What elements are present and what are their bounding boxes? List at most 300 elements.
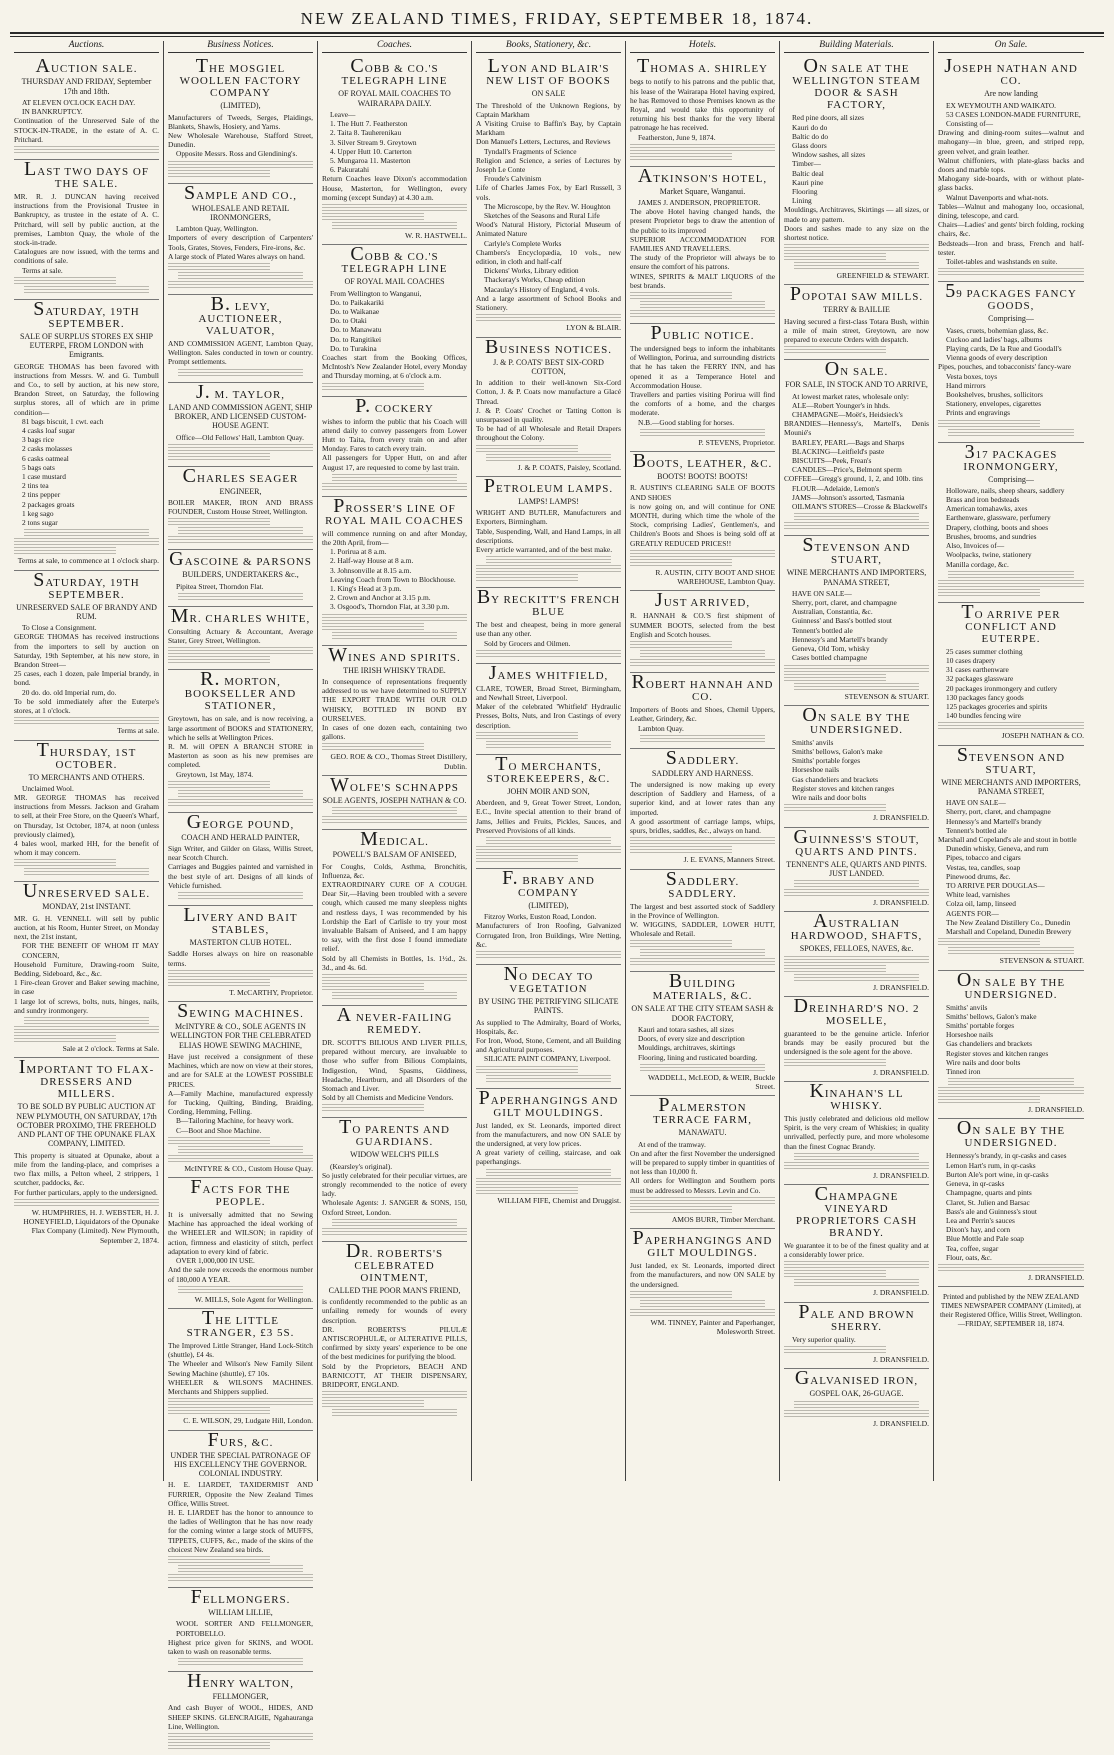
advertisement-subtitle: SOLE AGENTS, JOSEPH NATHAN & CO. — [322, 795, 467, 805]
advertisement-line: R. HANNAH & CO.'S first shipment of SUMMER BOOTS, selected from the best English and Scotch houses. — [630, 611, 775, 639]
advertisement-subtitle: BUILDERS, UNDERTAKERS &c., — [182, 570, 299, 580]
advertisement-subtitle: COACH AND HERALD PAINTER, — [181, 832, 300, 842]
advertisement-line: 20 do. do. old Imperial rum, do. — [22, 687, 117, 697]
advertisement-line: Consulting Actuary & Accountant, Average Stater, Grey Street, Wellington. — [168, 626, 313, 646]
advertisement — [784, 536, 929, 706]
advertisement-line: Wire nails and door bolts — [946, 1057, 1021, 1067]
advertisement-title: UNRESERVED SALE. — [22, 880, 151, 903]
advertisement-line: Burton Ale's port wine, in qr-casks — [946, 1169, 1049, 1179]
advertisement-signature: GREENFIELD & STEWART. — [836, 271, 929, 281]
advertisement — [938, 57, 1084, 282]
advertisement-body — [476, 101, 621, 313]
advertisement-title: TO ARRIVE PER CONFLICT AND EUTERPE. — [961, 600, 1061, 645]
advertisement-line: R. M. will OPEN A BRANCH STORE in Masterton as soon as his new premises are completed. — [168, 741, 313, 770]
advertisement-line: Timber— — [792, 159, 821, 169]
advertisement-body — [784, 113, 929, 242]
advertisement-line: Brushes, brooms, and sundries — [946, 531, 1037, 541]
advertisement-line: Chambers's Encyclopædia, 10 vols., new edition, in cloth and half-calf — [476, 247, 621, 267]
fine-print-lines — [640, 949, 765, 956]
advertisement-line: JAMES J. ANDERSON, PROPRIETOR. — [638, 198, 761, 208]
advertisement-line: Also, Invoices of— — [946, 541, 1005, 551]
column-heading: Books, Stationery, &c. — [476, 41, 621, 53]
advertisement-line: 2 packages groats — [22, 499, 75, 509]
advertisement-signature: W. MILLS, Sole Agent for Wellington. — [194, 1294, 313, 1304]
fine-print-lines — [794, 974, 919, 981]
fine-print-lines — [178, 272, 303, 279]
advertisement-title: J. M. TAYLOR, — [195, 380, 286, 403]
advertisement-line: WHEELER & WILSON'S MACHINES. Merchants and Shippers supplied. — [168, 1377, 313, 1397]
advertisement-line: Smiths' portable forges — [946, 1020, 1015, 1030]
advertisement-body — [630, 1261, 775, 1289]
advertisement-title: MR. CHARLES WHITE, — [170, 604, 311, 627]
fine-print-lines — [476, 951, 621, 958]
fine-print-lines — [476, 855, 578, 862]
advertisement-line: The study of the Proprietor will always be to ensure the comfort of his patrons. — [630, 253, 775, 272]
advertisement-line: Geneva, Old Tom, whisky — [792, 644, 870, 654]
column-1 — [10, 41, 164, 1481]
advertisement-line: All orders for Wellington and Southern ports must be addressed to Messrs. Levin and Co. — [630, 1176, 775, 1195]
advertisement-subtitle: SPOKES, FELLOES, NAVES, &c. — [799, 944, 914, 954]
advertisement-body — [476, 912, 621, 949]
advertisement-line: Dixon's hay, and corn — [946, 1225, 1011, 1235]
advertisement-signature: STEVENSON & STUART. — [999, 956, 1084, 966]
advertisement-line: We guarantee it to be of the finest quality and at a considerably lower price. — [784, 1241, 929, 1260]
advertisement-signature: J. DRANSFIELD. — [873, 1288, 929, 1298]
advertisement-title: JOSEPH NATHAN AND CO. — [944, 55, 1078, 88]
advertisement-subtitle: LAMPS! LAMPS! — [518, 496, 579, 506]
advertisement-line: 3. Johnsonville at 8.15 a.m. — [330, 565, 412, 575]
advertisement-line: A—Family Machine, manufactured expressly for Tucking, Quilting, Binding, Braiding, Cording, Hemming, Felling. — [168, 1088, 313, 1117]
advertisement-line: Cases bottled champagne — [792, 653, 868, 663]
advertisement-subtitle: FOR SALE, IN STOCK AND TO ARRIVE, — [785, 380, 928, 390]
fine-print-lines — [630, 1197, 775, 1204]
advertisement-title: COBB & CO.'S TELEGRAPH LINE — [341, 243, 448, 276]
advertisement-body — [784, 1029, 929, 1057]
advertisement-line: Blue Mottle and Pale soap — [946, 1234, 1024, 1244]
fine-print-lines — [332, 1409, 457, 1416]
fine-print-lines — [630, 153, 732, 160]
fine-print-lines — [784, 674, 886, 681]
fine-print-lines — [24, 1017, 149, 1024]
advertisement-line: COFFEE—Gregg's ground, 1, 2, and 10lb. tins — [784, 474, 923, 484]
advertisement-line: Don Manuel's Letters, Lectures, and Reviews — [476, 137, 611, 147]
advertisement-body — [938, 326, 1084, 418]
fine-print-lines — [168, 444, 313, 451]
advertisement-line: 25 cases, each 1 dozen, pale Imperial brandy, in bond. — [14, 669, 159, 688]
advertisement-line: Pinewood drums, &c. — [946, 871, 1011, 881]
advertisement-body — [630, 198, 775, 290]
advertisement-title: SADDLERY. SADDLERY. — [665, 867, 740, 900]
fine-print-lines — [630, 310, 775, 317]
advertisement-line: Catalogues are now issued, with the terms and conditions of sale. — [14, 247, 159, 266]
advertisement-line: Gas chandeliers and brackets — [792, 774, 878, 784]
advertisement-subtitle: WINE MERCHANTS AND IMPORTERS, PANAMA STREET, — [786, 568, 927, 587]
advertisement-line: Kauri do do — [792, 122, 828, 132]
advertisement — [630, 324, 775, 452]
advertisement-line: Tennent's bottled ale — [946, 825, 1007, 835]
fine-print-lines — [168, 161, 313, 168]
advertisement — [938, 600, 1084, 746]
advertisement-line: Tyndall's Fragments of Science — [484, 146, 577, 156]
advertisement-line: Do. to Rangitikei — [330, 334, 382, 344]
fine-print-lines — [476, 314, 621, 321]
advertisement-line: Household Furniture, Drawing-room Suite, Bedding, Sideboard, &c., &c. — [14, 959, 159, 978]
advertisement-subtitle: MANAWATU. — [678, 1128, 727, 1138]
advertisement-line: Flooring, lining and rusticated boarding. — [638, 1052, 758, 1062]
advertisement-line: W. WIGGINS, SADDLER, LOWER HUTT, Wholesale and Retail. — [630, 919, 775, 939]
advertisement-line: This property is situated at Opunake, about a mile from the landing-place, and comprises a two flax mills, a Pelton wheel, 2 strippers, 1 scutcher, paddocks, &c. — [14, 1150, 159, 1188]
advertisement-line: As supplied to The Admiralty, Board of Works, Hospitals, &c. — [476, 1017, 621, 1036]
masthead: NEW ZEALAND TIMES, FRIDAY, SEPTEMBER 18, 1874. — [300, 9, 814, 28]
advertisement — [14, 568, 159, 741]
advertisement — [14, 1058, 159, 1249]
advertisement-line: 32 packages glassware — [946, 674, 1014, 684]
advertisement — [630, 972, 775, 1096]
advertisement-line: The New Zealand Distillery Co., Dunedin — [946, 917, 1071, 927]
advertisement-line: GEORGE THOMAS has been favored with instructions from Messrs. W. and G. Turnbull and Co., to sell by auction, at his new store, Brandon Street, on Saturday, the following surplus stores, all of which are in prime condition— — [14, 361, 159, 417]
printer-imprint: Printed and published by the NEW ZEALAND TIMES NEWSPAPER COMPANY (Limited), at their Registered Office, Willis Street, Wellington.—FRIDAY, SEPTEMBER 18, 1874. — [939, 1293, 1083, 1328]
advertisement-title: ON SALE. — [824, 358, 889, 381]
column-7 — [934, 41, 1088, 1481]
advertisement-line: 2. Crown and Anchor at 3.15 p.m. — [330, 593, 431, 603]
fine-print-lines — [630, 144, 775, 151]
advertisement — [14, 57, 159, 160]
advertisement — [476, 1086, 621, 1209]
advertisement-line: 2 tons sugar — [22, 518, 58, 528]
fine-print-lines — [14, 1199, 159, 1206]
advertisement-line: Do. to Waikanae — [330, 306, 380, 316]
advertisement-line: Red pine doors, all sizes — [792, 113, 865, 123]
advertisement — [784, 360, 929, 536]
advertisement — [168, 181, 313, 295]
fine-print-lines — [332, 632, 457, 639]
advertisement-line: At lowest market rates, wholesale only: — [792, 391, 909, 401]
advertisement-body — [476, 1121, 621, 1167]
fine-print-lines — [476, 574, 578, 581]
advertisement-line: 81 bags biscuit, 1 cwt. each — [22, 416, 104, 426]
advertisement-body — [630, 483, 775, 547]
advertisement-line: Kauri pine — [792, 177, 824, 187]
advertisement-line: Horseshoe nails — [946, 1030, 994, 1040]
advertisement — [14, 157, 159, 300]
advertisement-line: Hennessy's and Martell's brandy — [792, 634, 888, 644]
advertisement-subtitle: Are now landing — [984, 89, 1038, 99]
advertisement-signature: J. DRANSFIELD. — [873, 898, 929, 908]
fine-print-lines — [476, 846, 621, 853]
advertisement-line: Guinness' and Bass's bottled stout — [792, 616, 892, 626]
fine-print-lines — [322, 983, 424, 990]
fine-print-lines — [14, 1035, 116, 1042]
advertisement-line: Chairs—Ladies' and gents' birch folding, rocking chairs, &c. — [938, 220, 1084, 239]
advertisement-line: JAMS—Johnson's assorted, Tasmania — [792, 492, 905, 502]
advertisement-line: Sherry, port, claret, and champagne — [792, 598, 897, 608]
advertisement-line: AT ELEVEN O'CLOCK EACH DAY. — [22, 97, 136, 107]
advertisement-line: BOILER MAKER, IRON AND BRASS FOUNDER, Custom House Street, Wellington. — [168, 498, 313, 517]
advertisement-line: Sold by all Chemists and Medicine Vendors. — [322, 1093, 454, 1103]
fine-print-lines — [948, 571, 1074, 578]
advertisement-line: Vesta boxes, toys — [946, 371, 998, 381]
advertisement-line: Gas chandeliers and brackets — [946, 1039, 1032, 1049]
advertisement-line: Earthenware, glassware, perfumery — [946, 513, 1051, 523]
column-heading: On Sale. — [938, 41, 1084, 53]
advertisement-subtitle: OF ROYAL MAIL COACHES — [344, 277, 445, 287]
advertisement-line: Smiths' bellows, Galon's make — [792, 747, 883, 756]
advertisement-line: Wire nails and door bolts — [792, 793, 867, 803]
fine-print-lines — [938, 589, 1040, 596]
fine-print-lines — [948, 1078, 1074, 1085]
fine-print-lines — [476, 1178, 621, 1185]
fine-print-lines — [794, 513, 919, 520]
advertisement-signature: W. R. HASTWELL. — [405, 230, 467, 240]
advertisement-title: SAMPLE AND CO., — [184, 181, 297, 204]
advertisement-title: PROSSER'S LINE OF ROYAL MAIL COACHES — [325, 494, 464, 527]
fine-print-lines — [178, 1146, 303, 1153]
advertisement — [938, 440, 1084, 603]
fine-print-lines — [168, 781, 270, 788]
advertisement-line: BRANDIES—Hennessy's, Martell's, Denis Mounié's — [784, 419, 929, 438]
fine-print-lines — [14, 859, 116, 866]
fine-print-lines — [322, 213, 424, 220]
advertisement-line: MR. G. H. VENNELL will sell by public auction, at his Room, Hunter Street, on Monday next, the 21st instant, — [14, 913, 159, 942]
advertisement-signature: J. E. EVANS, Manners Street. — [683, 855, 775, 865]
fine-print-lines — [14, 717, 159, 724]
advertisement-body — [168, 1480, 313, 1554]
advertisement-line: Sold by Grocers and Oilmen. — [484, 638, 571, 648]
fine-print-lines — [14, 547, 116, 554]
advertisement-line: Office—Old Fellows' Hall, Lambton Quay. — [176, 432, 304, 442]
advertisement-line: TO ARRIVE PER DOUGLAS— — [946, 881, 1045, 891]
advertisement-line: Travellers and parties visiting Porirua will find the comforts of a home, and the charges moderate. — [630, 390, 775, 418]
advertisement-line: EXTRAORDINARY CURE OF A COUGH. Dear Sir,—Having been troubled with a severe cough, which caused me many sleepless nights and restless days, I was recommended by his Lordship the Earl of Carlisle to try your most invaluable Balsam of Aniseed, and I am happy to say, with the first dose I found immediate relief. — [322, 879, 467, 954]
advertisement-body — [322, 1038, 467, 1102]
fine-print-lines — [332, 807, 457, 814]
advertisement-line: wishes to inform the public that his Coach will attend daily to convey passengers from Lower Hutt to Taita, from every train on and after Monday. Fares to catch every train. — [322, 416, 467, 454]
advertisement-body — [322, 529, 467, 612]
advertisement-line: MR. GEORGE THOMAS has received instructions from Messrs. Jackson and Graham to sell, at their Free Store, on the Queen's Wharf, on Thursday, 1st October, 1874, at noon (unless previously claimed), — [14, 793, 159, 839]
advertisement — [168, 57, 313, 183]
fine-print-lines — [486, 741, 611, 748]
fine-print-lines — [630, 846, 732, 853]
fine-print-lines — [322, 1391, 467, 1398]
advertisement-subtitle: J. & P. COATS' BEST SIX-CORD COTTON, — [493, 357, 604, 376]
advertisement-title: PALE AND BROWN SHERRY. — [798, 1300, 915, 1333]
advertisement — [784, 1300, 929, 1370]
advertisement-line: It is universally admitted that no Sewing Machine has approached the ideal working of the WHEELER and WILSON; in rapidity of action, firmness and elasticity of stitch, perfect adaptation to every kind of fabric. — [168, 1210, 313, 1256]
advertisement-title: CHAMPAGNE VINEYARD PROPRIETORS CASH BRANDY. — [795, 1183, 918, 1240]
fine-print-lines — [784, 804, 886, 811]
advertisement-subtitle: (LIMITED), — [528, 900, 569, 910]
advertisement-line: GEORGE THOMAS has received instructions from the importers to sell by auction on Saturday, 19th September, at his new store, in Brandon Street— — [14, 632, 159, 669]
advertisement-title: STEVENSON AND STUART, — [956, 743, 1066, 776]
advertisement-line: Lining — [792, 196, 812, 206]
fine-print-lines — [476, 445, 578, 452]
advertisement-body — [168, 1619, 313, 1656]
advertisement-line: Geneva, in qr-casks — [946, 1179, 1005, 1189]
advertisement-line: Froude's Calvinism — [484, 174, 542, 184]
fine-print-lines — [630, 550, 775, 557]
advertisement-subtitle: TERRY & BAILLIE — [823, 305, 890, 315]
advertisement-title: WINES AND SPIRITS. — [328, 643, 461, 666]
advertisement-title: ON SALE BY THE UNDERSIGNED. — [802, 703, 911, 736]
advertisement-line: Vienna goods of every description — [946, 353, 1048, 363]
advertisement-body — [476, 508, 621, 554]
fine-print-lines — [168, 1733, 313, 1740]
advertisement-line: Playing cards, De la Rue and Goodall's — [946, 343, 1062, 353]
advertisement-line: 2 tins tea — [22, 481, 49, 491]
advertisement-body — [168, 339, 313, 367]
advertisement-line: Leaving Coach from Town to Blockhouse. — [330, 574, 456, 584]
advertisement-line: Doors, of every size and description — [638, 1034, 745, 1044]
advertisement-line: CHAMPAGNE—Moët's, Heidsieck's — [792, 410, 903, 420]
fine-print-lines — [178, 369, 303, 376]
advertisement — [168, 1178, 313, 1309]
advertisement-subtitle: JOHN MOIR AND SON, — [507, 786, 590, 796]
advertisement-line: Leave— — [330, 109, 356, 119]
advertisement-signature: Terms at sale. — [117, 726, 159, 736]
advertisement-line: Manufacturers of Tweeds, Serges, Plaidings, Blankets, Shawls, Hosiery, and Yarns. — [168, 112, 313, 131]
advertisement-line: 20 packages ironmongery and cutlery — [946, 683, 1058, 693]
advertisement-line: White lead, varnishes — [946, 890, 1010, 900]
advertisement-body — [322, 417, 467, 472]
advertisement-line: IN BANKRUPTCY. — [22, 107, 83, 117]
fine-print-lines — [640, 650, 765, 657]
fine-print-lines — [794, 683, 919, 690]
advertisement-title: TO PARENTS AND GUARDIANS. — [339, 1116, 450, 1149]
fine-print-lines — [486, 454, 611, 461]
advertisement-subtitle: THURSDAY AND FRIDAY, September 17th and 18th. — [21, 77, 152, 96]
fine-print-lines — [938, 580, 1084, 587]
advertisement-title: LAST TWO DAYS OF THE SALE. — [24, 157, 149, 190]
fine-print-lines — [784, 665, 929, 672]
advertisement-line: 10 cases drapery — [946, 655, 996, 665]
fine-print-lines — [14, 277, 116, 284]
fine-print-lines — [24, 286, 149, 293]
advertisement-line: DR. ROBERTS'S PILULÆ ANTISCROPHULÆ, or ALTERATIVE PILLS, confirmed by sixty years' experience to be one of the best medicines for purifying the blood. — [322, 1324, 467, 1362]
fine-print-lines — [322, 816, 467, 823]
advertisement-signature: J. & P. COATS, Paisley, Scotland. — [517, 462, 621, 472]
advertisement-line: Bookshelves, brushes, sollicitors — [946, 389, 1043, 399]
advertisement-body — [168, 1703, 313, 1731]
advertisement-line: DR. SCOTT'S BILIOUS AND LIVER PILLS, prepared without mercury, are invaluable to those who suffer from Bilious Complaints, Indigestion, Wind, Spasms, Giddiness, Headache, Heartburn, and all Disorders of the Stomach and Liver. — [322, 1037, 467, 1093]
advertisement-line: Sketches of the Seasons and Rural Life — [484, 211, 600, 221]
advertisement-signature: GEO. ROE & CO., Thomas Street Distillery, Dublin. — [330, 752, 467, 771]
advertisement-line: Horseshoe nails — [792, 765, 840, 775]
advertisement — [630, 164, 775, 324]
advertisement — [630, 673, 775, 749]
fine-print-lines — [476, 650, 621, 657]
advertisement-title: R. MORTON, BOOKSELLER AND STATIONER, — [184, 668, 297, 713]
fine-print-lines — [640, 301, 765, 308]
advertisement-line: Just landed, ex St. Leonards, imported direct from the manufacturers, and now ON SALE by the undersigned, at very low prices. — [476, 1120, 621, 1149]
advertisement-line: Marshall and Copeland, Dunedin Brewery — [946, 927, 1072, 937]
advertisement-line: Tennent's bottled ale — [792, 625, 853, 635]
advertisement-line: ALE—Robert Younger's in hhds. — [792, 400, 891, 410]
advertisement-body — [14, 1151, 159, 1197]
advertisement-line: For Coughs, Colds, Asthma, Bronchitis, Influenza, &c. — [322, 861, 467, 880]
advertisement-line: From Wellington to Wanganui, — [330, 288, 422, 298]
advertisement-line: 125 packages groceries and spirits — [946, 701, 1048, 711]
fine-print-lines — [178, 527, 303, 534]
advertisement-subtitle: OF ROYAL MAIL COACHES TO WAIRARAPA DAILY. — [338, 89, 451, 108]
advertisement-line: Register stoves and kitchen ranges — [946, 1048, 1049, 1058]
advertisement-line: Lambton Quay, Wellington. — [176, 224, 259, 234]
fine-print-lines — [476, 732, 578, 739]
advertisement-title: SEWING MACHINES. — [177, 1000, 304, 1023]
advertisement-body — [168, 498, 313, 516]
fine-print-lines — [938, 722, 1084, 729]
advertisement-signature: Sale at 2 o'clock. Terms at Sale. — [62, 1043, 159, 1053]
fine-print-lines — [168, 1556, 270, 1563]
advertisement-title: BUILDING MATERIALS, &C. — [652, 970, 753, 1003]
advertisement-line: WOOL SORTER AND FELLMONGER, PORTOBELLO. — [176, 1619, 313, 1638]
advertisement-line: To Close a Consignment. — [22, 623, 97, 633]
advertisement — [476, 588, 621, 664]
advertisement-line: And cash Buyer of WOOL, HIDES, AND SHEEP SKINS. GLENCRAIGIE, Ngahauranga Line, Wellington. — [168, 1703, 313, 1731]
advertisement-signature: JOSEPH NATHAN & CO. — [1001, 731, 1084, 741]
advertisement-line: Have just received a consignment of these Machines, which are now on view at their stores, and are for SALE at the LOWEST POSSIBLE PRICES. — [168, 1051, 313, 1089]
advertisement-line: Manufacturers of Iron Roofing, Galvanized Corrugated Iron, Iron Buildings, Wire Netting, &c. — [476, 921, 621, 949]
advertisement-title: DREINHARD'S NO. 2 MOSELLE, — [793, 995, 920, 1027]
advertisement-line: For Iron, Wood, Stone, Cement, and all Building and Agricultural purposes. — [476, 1036, 621, 1055]
advertisement-line: Doors and sashes made to any size on the shortest notice. — [784, 223, 929, 242]
advertisement — [784, 1079, 929, 1185]
fine-print-lines — [938, 1087, 1084, 1094]
advertisement-line: Carlyle's Complete Works — [484, 238, 562, 248]
advertisement-line: Religion and Science, a series of Lectures by Joseph Le Conte — [476, 155, 621, 175]
advertisement-line: Cuckoo and ladies' bags, albums — [946, 334, 1043, 344]
advertisement-subtitle: UNRESERVED SALE OF BRANDY AND RUM. — [16, 602, 157, 621]
fine-print-lines — [24, 868, 149, 875]
advertisement-title: ATKINSON'S HOTEL, — [637, 164, 768, 187]
fine-print-lines — [14, 538, 159, 545]
advertisement-title: ON SALE BY THE UNDERSIGNED. — [956, 968, 1066, 1001]
advertisement-line: The largest and best assorted stock of Saddlery in the Province of Wellington. — [630, 901, 775, 920]
advertisement-title: 317 PACKAGES IRONMONGERY, — [963, 440, 1059, 473]
advertisement-line: Flooring — [792, 186, 818, 196]
advertisement — [938, 1119, 1084, 1287]
advertisement-body — [476, 378, 621, 442]
fine-print-lines — [784, 1346, 886, 1353]
advertisement-subtitle: GOSPEL OAK, 26-GUAGE. — [809, 1389, 904, 1399]
fine-print-lines — [486, 1169, 611, 1176]
advertisement-line: Australian, Constantia, &c. — [792, 607, 873, 617]
fine-print-lines — [640, 429, 765, 436]
advertisement-line: Smiths' anvils — [792, 737, 834, 747]
fine-print-lines — [168, 281, 313, 288]
advertisement — [14, 297, 159, 571]
advertisement — [14, 738, 159, 883]
advertisement — [322, 643, 467, 776]
fine-print-lines — [168, 1574, 313, 1581]
advertisement-subtitle: THE IRISH WHISKY TRADE. — [343, 665, 446, 675]
advertisement-line: Manilla cordage, &c. — [946, 559, 1009, 569]
advertisement-line: Consisting of— — [946, 119, 994, 128]
advertisement-line: CANDLES—Price's, Belmont sperm — [792, 465, 902, 475]
fine-print-lines — [784, 244, 929, 251]
advertisement-line: 1. King's Head at 3 p.m. — [330, 583, 402, 593]
fine-print-lines — [794, 262, 919, 269]
advertisement-title: PAPERHANGINGS AND GILT MOULDINGS. — [478, 1086, 619, 1119]
column-heading: Business Notices. — [168, 41, 313, 53]
advertisement-signature: Terms at sale, to commence at 1 o'clock sharp. — [17, 556, 159, 566]
advertisement-line: Lemon Hart's rum, in qr-casks — [946, 1160, 1036, 1170]
advertisement-line: 130 packages fancy goods — [946, 692, 1024, 702]
advertisement-signature: WILLIAM FIFE, Chemist and Druggist. — [497, 1195, 621, 1205]
advertisement — [784, 825, 929, 913]
fine-print-lines — [630, 837, 775, 844]
advertisement-line: Carriages and Buggies painted and varnished in the best style of art. Designs of all kinds of Vehicle furnished. — [168, 862, 313, 890]
advertisement-title: THE MOSGIEL WOOLLEN FACTORY COMPANY — [179, 55, 302, 100]
